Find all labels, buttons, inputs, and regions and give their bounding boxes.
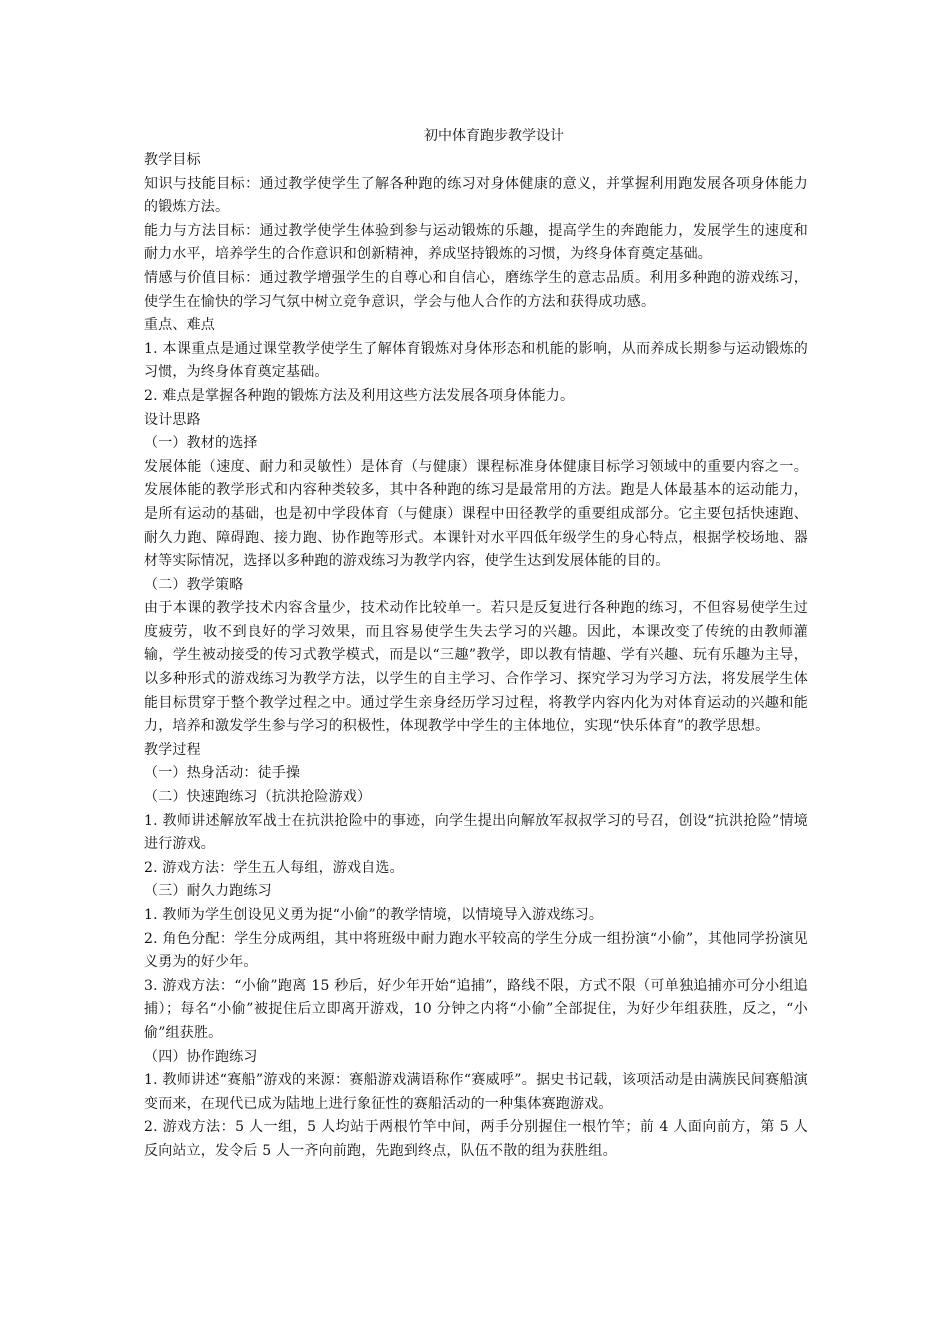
section-heading-key-points: 重点、难点 xyxy=(144,317,215,334)
paragraph-endurance-1: 1. 教师为学生创设见义勇为捉“小偷”的教学情境，以情境导入游戏练习。 xyxy=(144,907,604,923)
subheading-material-choice: （一）教材的选择 xyxy=(144,435,258,452)
paragraph-cooperative-1: 1. 教师讲述“赛船”游戏的来源：赛船游戏满语称作“赛威呼”。据史书记载，该项活动是由满族民间赛船演变而来，在现代已成为陆地上进行象征性的赛船活动的一种集体赛跑游戏。 xyxy=(144,1072,808,1112)
section-heading-process: 教学过程 xyxy=(144,741,201,758)
subheading-warmup: （一）热身活动：徒手操 xyxy=(144,765,301,782)
paragraph-endurance-2: 2. 角色分配：学生分成两组，其中将班级中耐力跑水平较高的学生分成一组扮演“小偷”，其他同学扮演见义勇为的好少年。 xyxy=(144,930,808,971)
subheading-fast-run: （二）快速跑练习（抗洪抢险游戏） xyxy=(144,789,372,806)
paragraph-teaching-strategy: 由于本课的教学技术内容含量少，技术动作比较单一。若只是反复进行各种跑的练习，不但容易使学生过度疲劳，收不到良好的学习效果，而且容易使学生失去学习的兴趣。因此，本课改变了传统的由教师灌输，学生被动接受的传习式教学模式，而是以“三趣”教学，即以教有情趣、学有兴趣、玩有乐趣为主导，以多种形式的游戏练习为教学方法，以学生的自主学习、合作学习、探究学习为学习方法，将发展学生体能目标贯穿于整个教学过程之中。通过学生亲身经历学习过程，将教学内容内化为对体育运动的兴趣和能力，培养和激发学生参与学习的积极性，体现教学中学生的主体地位，实现“快乐体育”的教学思想。 xyxy=(144,600,808,735)
paragraph-key-point-2: 2. 难点是掌握各种跑的锻炼方法及利用这些方法发展各项身体能力。 xyxy=(144,387,575,404)
paragraph-fast-run-1: 1. 教师讲述解放军战士在抗洪抢险中的事迹，向学生提出向解放军叔叔学习的号召，创设“抗洪抢险”情境进行游戏。 xyxy=(144,812,808,853)
paragraph-fast-run-2: 2. 游戏方法：学生五人每组，游戏自选。 xyxy=(144,859,404,876)
subheading-teaching-strategy: （二）教学策略 xyxy=(144,576,244,593)
paragraph-material-choice: 发展体能（速度、耐力和灵敏性）是体育（与健康）课程标准身体健康目标学习领域中的重要内容之一。发展体能的教学形式和内容种类较多，其中各种跑的练习是最常用的方法。跑是人体最基本的运动能力，是所有运动的基础，也是初中学段体育（与健康）课程中田径教学的重要组成部分。它主要包括快速跑、耐久力跑、障碍跑、接力跑、协作跑等形式。本课针对水平四低年级学生的身心特点，根据学校场地、器材等实际情况，选择以多种跑的游戏练习为教学内容，使学生达到发展体能的目的。 xyxy=(144,458,808,570)
document-title: 初中体育跑步教学设计 xyxy=(424,128,564,144)
subheading-endurance-run: （三）耐久力跑练习 xyxy=(144,883,272,900)
paragraph-ability-goal: 能力与方法目标：通过教学使学生体验到参与运动锻炼的乐趣，提高学生的奔跑能力，发展学生的速度和耐力水平，培养学生的合作意识和创新精神，养成坚持锻炼的习惯，为终身体育奠定基础。 xyxy=(144,222,808,263)
paragraph-endurance-3: 3. 游戏方法：“小偷”跑离 15 秒后，好少年开始“追捕”，路线不限，方式不限（可单独追捕亦可分小组追捕）；每名“小偷”被捉住后立即离开游戏，10 分钟之内将“小偷”全部捉住，为好少年组获胜，反之，“小偷”组获胜。 xyxy=(144,977,808,1041)
paragraph-emotion-goal: 情感与价值目标：通过教学增强学生的自尊心和自信心，磨练学生的意志品质。利用多种跑的游戏练习，使学生在愉快的学习气氛中树立竞争意识，学会与他人合作的方法和获得成功感。 xyxy=(144,269,808,310)
subheading-cooperative-run: （四）协作跑练习 xyxy=(144,1048,258,1065)
section-heading-objectives: 教学目标 xyxy=(144,152,201,168)
paragraph-key-point-1: 1. 本课重点是通过课堂教学使学生了解体育锻炼对身体形态和机能的影响，从而养成长期参与运动锻炼的习惯，为终身体育奠定基础。 xyxy=(144,340,808,381)
paragraph-cooperative-2: 2. 游戏方法：5 人一组，5 人均站于两根竹竿中间，两手分别握住一根竹竿；前 4 人面向前方，第 5 人反向站立，发令后 5 人一齐向前跑，先跑到终点，队伍不散的组为获胜组。 xyxy=(144,1119,808,1159)
section-heading-design: 设计思路 xyxy=(144,411,201,428)
paragraph-knowledge-goal: 知识与技能目标：通过教学使学生了解各种跑的练习对身体健康的意义，并掌握利用跑发展各项身体能力的锻炼方法。 xyxy=(144,175,808,216)
document-page xyxy=(144,124,808,1164)
